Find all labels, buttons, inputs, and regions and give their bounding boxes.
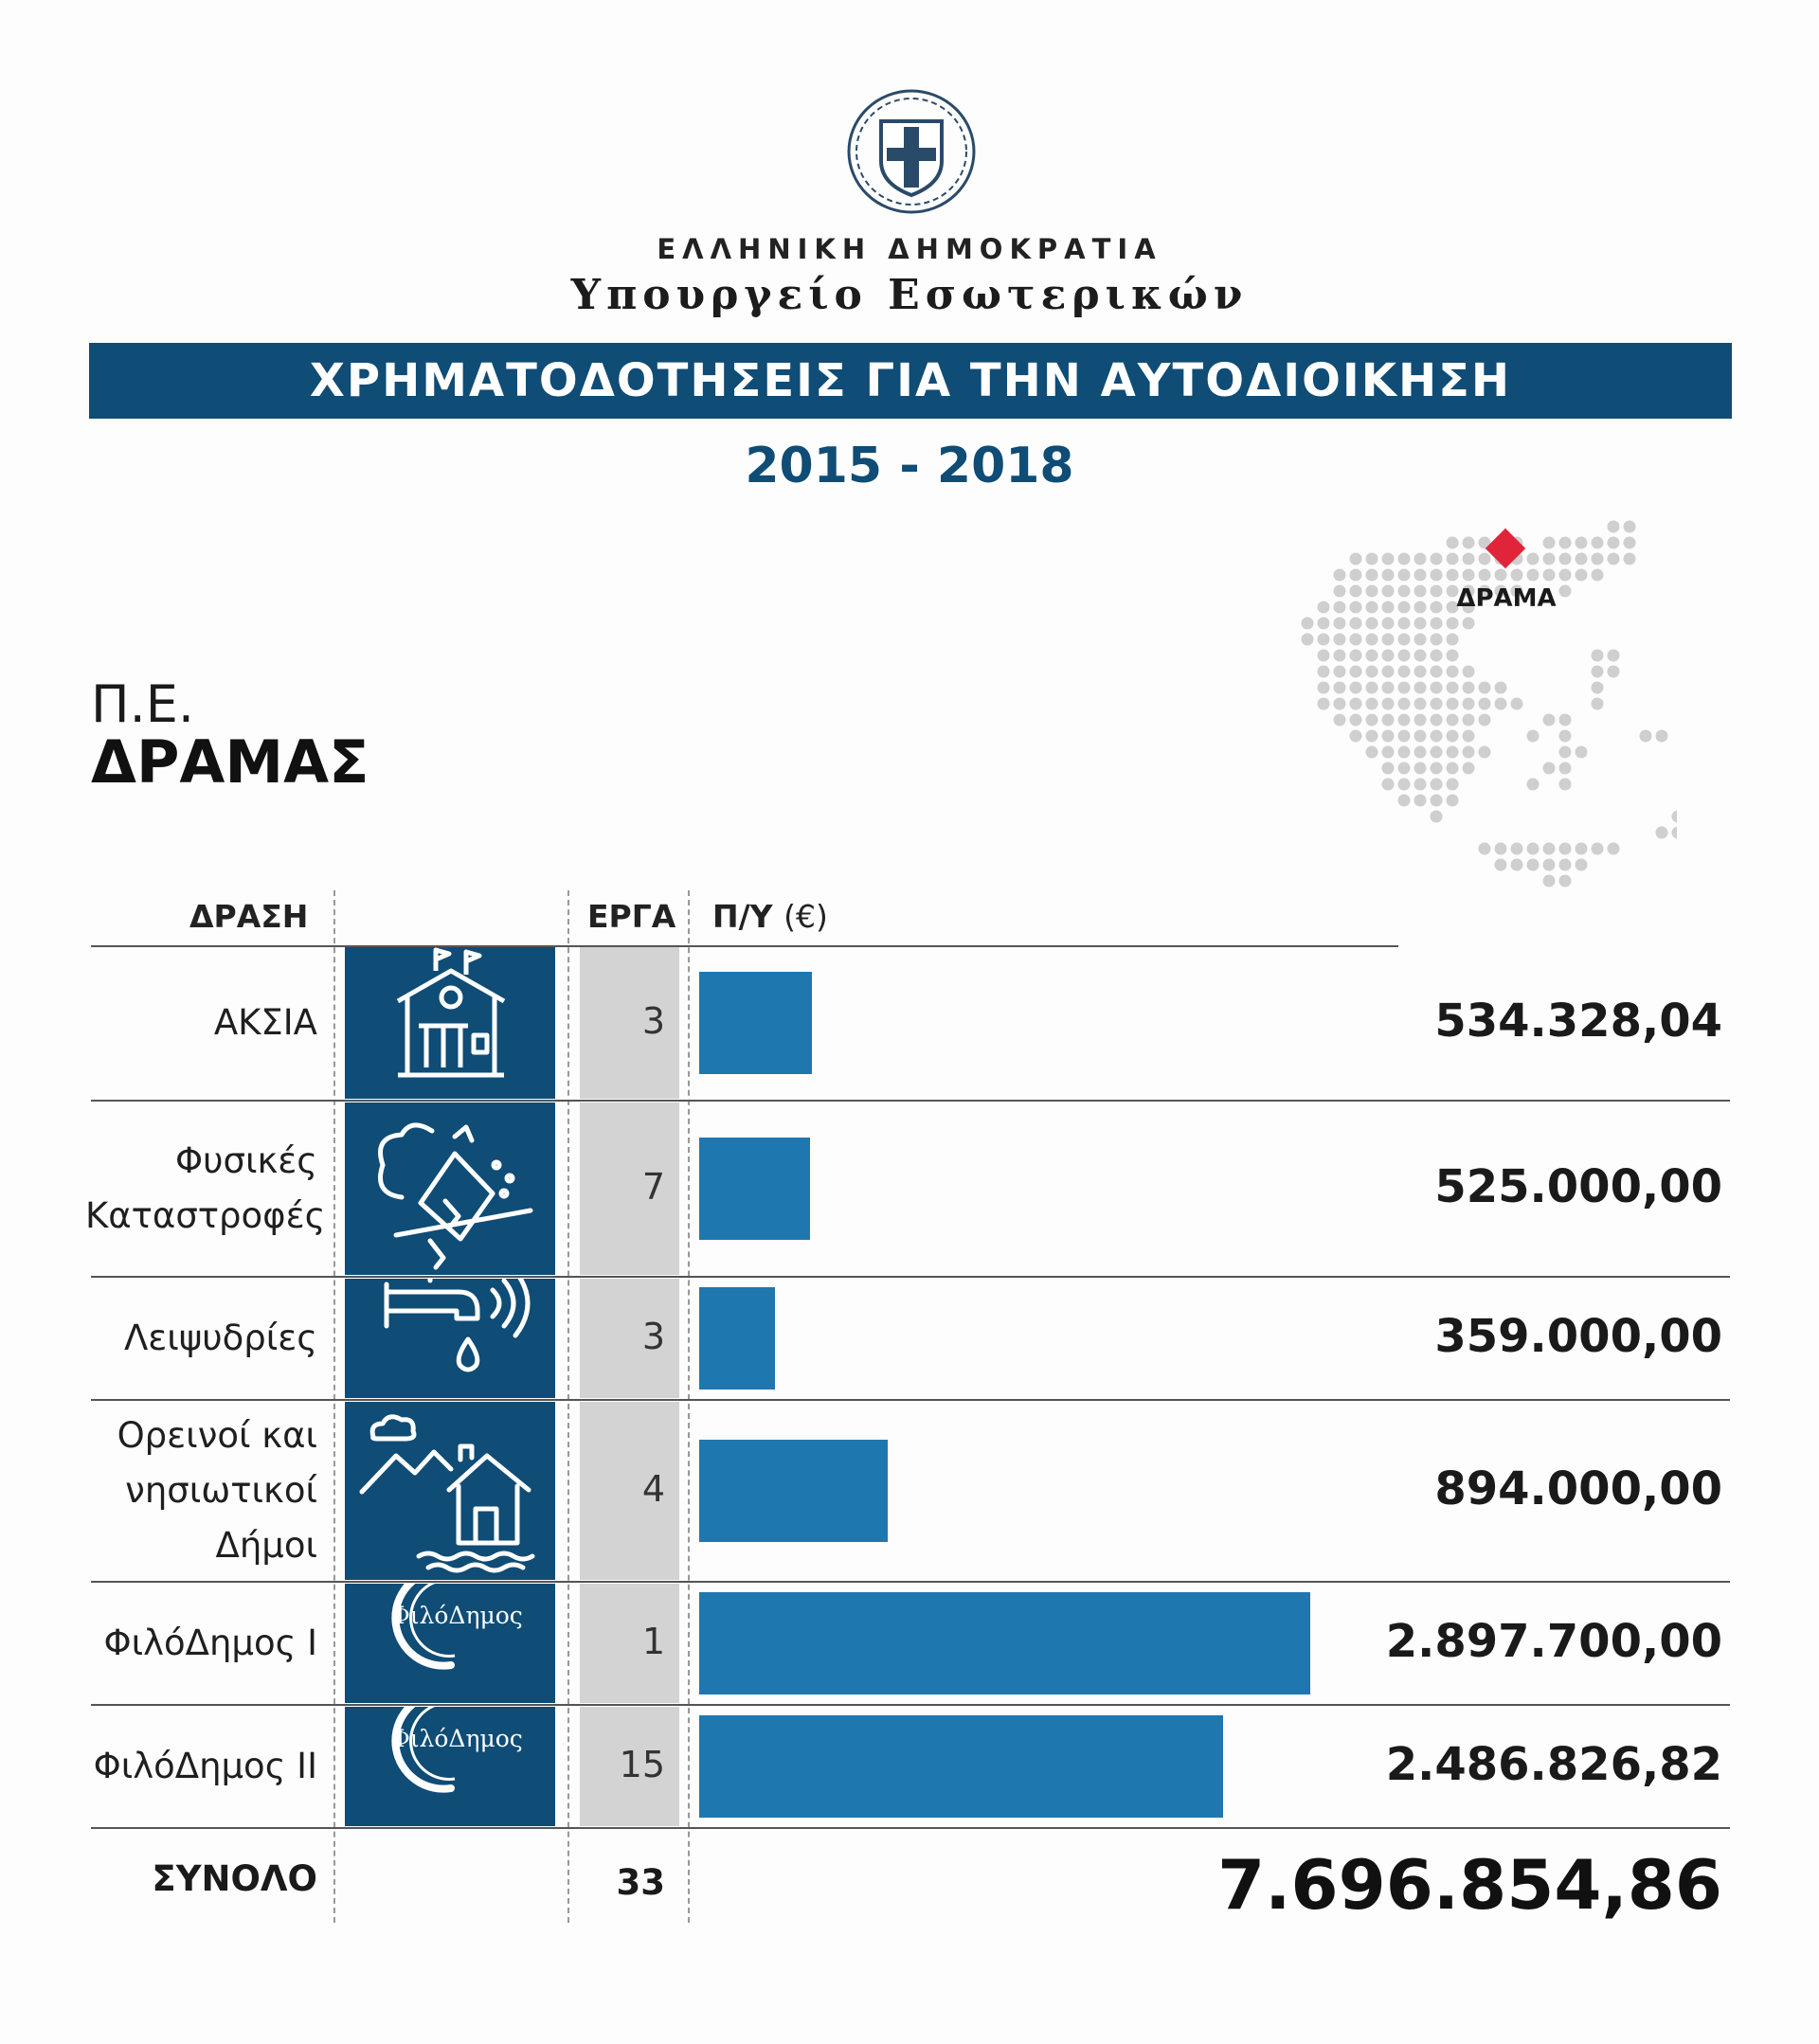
map-dot	[1382, 714, 1395, 726]
map-dot	[1592, 843, 1604, 855]
row-rule	[91, 1276, 1730, 1278]
map-dot	[1479, 553, 1491, 565]
map-dot	[1559, 843, 1572, 855]
map-dot	[1431, 714, 1443, 726]
row-rule	[91, 1399, 1730, 1401]
map-dot	[1382, 553, 1395, 565]
map-dot	[1543, 843, 1556, 855]
map-dot	[1414, 746, 1427, 759]
map-dot	[1495, 698, 1507, 710]
filodimos-logo-icon-cell	[345, 1584, 555, 1703]
map-dot	[1576, 843, 1588, 855]
map-dot	[1463, 618, 1475, 630]
map-dot	[1382, 601, 1395, 614]
map-dot	[1398, 666, 1411, 678]
row-label	[85, 1616, 317, 1671]
map-dot	[1479, 682, 1491, 694]
map-dot	[1366, 585, 1378, 598]
map-dot	[1350, 730, 1362, 743]
map-dot	[1447, 730, 1459, 743]
map-dot	[1624, 537, 1636, 549]
map-dot	[1543, 859, 1556, 871]
map-dot	[1334, 666, 1346, 678]
map-dot	[1576, 537, 1588, 549]
divider-action	[333, 890, 335, 1923]
map-dot	[1447, 537, 1459, 549]
map-dot	[1334, 650, 1346, 662]
map-dot	[1334, 569, 1346, 582]
budget-bar	[699, 1440, 888, 1542]
map-dot	[1334, 682, 1346, 694]
map-dot	[1543, 569, 1556, 582]
map-dot	[1576, 553, 1588, 565]
map-dot	[1398, 650, 1411, 662]
works-value: 15	[619, 1744, 665, 1785]
map-dot	[1318, 650, 1330, 662]
map-dot	[1592, 698, 1604, 710]
map-dot	[1447, 762, 1459, 775]
map-dot	[1350, 553, 1362, 565]
filodimos-logo-text: ΦιλόΔημος	[390, 1725, 523, 1752]
map-dot	[1334, 714, 1346, 726]
map-dot	[1414, 666, 1427, 678]
row-label-line: Δήμοι	[215, 1525, 317, 1566]
region-label: Π.Ε.	[91, 674, 195, 734]
map-dot	[1479, 714, 1491, 726]
map-dot	[1495, 859, 1507, 871]
map-dot	[1592, 650, 1604, 662]
total-works: 33	[616, 1862, 665, 1903]
map-dot	[1608, 553, 1620, 565]
total-value: 7.696.854,86	[1217, 1845, 1722, 1925]
map-dot	[1398, 762, 1411, 775]
map-dot	[1479, 698, 1491, 710]
map-dot	[1527, 859, 1540, 871]
map-dot	[1656, 730, 1668, 743]
row-label-line: Λειψυδρίες	[123, 1318, 317, 1358]
map-dot	[1302, 618, 1314, 630]
map-dot	[1366, 569, 1378, 582]
map-dot	[1302, 634, 1314, 646]
header-budget-label: Π/Υ	[712, 898, 773, 935]
map-dot	[1431, 650, 1443, 662]
map-dot	[1398, 618, 1411, 630]
row-rule	[91, 1827, 1730, 1829]
map-dot	[1414, 553, 1427, 565]
map-dot	[1431, 666, 1443, 678]
map-dot	[1511, 698, 1523, 710]
map-dot	[1463, 698, 1475, 710]
map-dot	[1624, 521, 1636, 533]
map-dot	[1608, 537, 1620, 549]
header-action: ΔΡΑΣΗ	[189, 898, 309, 935]
map-dot	[1463, 746, 1475, 759]
map-dot	[1543, 762, 1556, 775]
budget-bar	[699, 1287, 775, 1390]
greek-emblem-icon	[843, 85, 980, 218]
map-dot	[1414, 795, 1427, 807]
water-tap-icon-cell	[345, 1279, 555, 1398]
total-label: ΣΥΝΟΛΟ	[152, 1858, 317, 1899]
map-dot	[1559, 875, 1572, 888]
map-dot	[1414, 585, 1427, 598]
map-dot	[1318, 634, 1330, 646]
map-dot	[1672, 827, 1678, 839]
map-dot	[1382, 746, 1395, 759]
map-dot	[1431, 730, 1443, 743]
map-dot	[1527, 843, 1540, 855]
map-dot	[1559, 553, 1572, 565]
map-dot	[1366, 746, 1378, 759]
budget-value: 359.000,00	[1434, 1310, 1722, 1363]
map-dot	[1463, 682, 1475, 694]
map-dot	[1527, 553, 1540, 565]
map-dot	[1559, 585, 1572, 598]
works-value: 3	[641, 1316, 665, 1357]
map-dot	[1398, 779, 1411, 791]
map-dot	[1382, 730, 1395, 743]
map-dot	[1318, 601, 1330, 614]
budget-bar	[699, 1138, 810, 1240]
map-dot	[1414, 714, 1427, 726]
map-dot	[1431, 746, 1443, 759]
drama-marker-label: ΔΡΑΜΑ	[1456, 584, 1557, 613]
map-dot	[1479, 569, 1491, 582]
ministry-title: Υπουργείο Εσωτερικών	[570, 271, 1249, 319]
works-value: 1	[641, 1621, 665, 1662]
map-dot	[1527, 730, 1540, 743]
map-dot	[1366, 618, 1378, 630]
school-house-icon	[345, 947, 555, 1099]
map-dot	[1398, 585, 1411, 598]
filodimos-logo-text: ΦιλόΔημος	[390, 1602, 523, 1629]
map-dot	[1366, 698, 1378, 710]
map-dot	[1608, 666, 1620, 678]
map-dot	[1447, 682, 1459, 694]
map-dot	[1398, 601, 1411, 614]
map-dot	[1350, 698, 1362, 710]
row-rule	[91, 1100, 1730, 1102]
map-dot	[1431, 585, 1443, 598]
map-dot	[1608, 650, 1620, 662]
map-dot	[1350, 569, 1362, 582]
natural-disaster-icon-cell	[345, 1103, 555, 1275]
map-dot	[1479, 746, 1491, 759]
map-dot	[1463, 714, 1475, 726]
map-dot	[1463, 762, 1475, 775]
map-dot	[1559, 537, 1572, 549]
map-dot	[1640, 730, 1652, 743]
map-dot	[1398, 682, 1411, 694]
map-dot	[1366, 730, 1378, 743]
map-dot	[1414, 601, 1427, 614]
map-dot	[1447, 650, 1459, 662]
map-dot	[1398, 714, 1411, 726]
map-dot	[1318, 682, 1330, 694]
row-label-line: ΑΚΣΙΑ	[213, 1002, 317, 1043]
map-dot	[1398, 634, 1411, 646]
map-dot	[1382, 634, 1395, 646]
map-dot	[1414, 682, 1427, 694]
row-rule	[91, 1581, 1730, 1583]
map-dot	[1398, 746, 1411, 759]
page-banner: ΧΡΗΜΑΤΟΔΟΤΗΣΕΙΣ ΓΙΑ ΤΗΝ ΑΥΤΟΔΙΟΙΚΗΣΗ	[89, 343, 1732, 419]
map-dot	[1382, 762, 1395, 775]
map-dot	[1447, 634, 1459, 646]
map-dot	[1608, 843, 1620, 855]
map-dot	[1350, 585, 1362, 598]
budget-bar	[699, 1592, 1310, 1694]
map-dot	[1463, 666, 1475, 678]
map-dot	[1463, 569, 1475, 582]
map-dot	[1463, 553, 1475, 565]
budget-value: 525.000,00	[1434, 1160, 1722, 1213]
map-dot	[1398, 795, 1411, 807]
map-dot	[1398, 730, 1411, 743]
map-dot	[1414, 698, 1427, 710]
map-dot	[1431, 569, 1443, 582]
map-dot	[1463, 537, 1475, 549]
school-house-icon-cell	[345, 947, 555, 1099]
water-tap-icon	[345, 1279, 555, 1398]
map-dot	[1382, 618, 1395, 630]
divider-icons	[567, 890, 569, 1923]
filodimos-logo-icon	[345, 1584, 555, 1703]
map-dot	[1366, 714, 1378, 726]
map-dot	[1318, 666, 1330, 678]
map-dot	[1366, 666, 1378, 678]
map-dot	[1447, 795, 1459, 807]
map-dot	[1447, 746, 1459, 759]
map-dot	[1559, 779, 1572, 791]
map-dot	[1366, 682, 1378, 694]
map-dot	[1608, 521, 1620, 533]
republic-title: ΕΛΛΗΝΙΚΗ ΔΗΜΟΚΡΑΤΙΑ	[657, 233, 1162, 265]
map-dot	[1431, 634, 1443, 646]
header-budget	[712, 898, 828, 935]
map-dot	[1447, 779, 1459, 791]
map-dot	[1334, 698, 1346, 710]
map-dot	[1543, 875, 1556, 888]
map-dot	[1382, 698, 1395, 710]
budget-bar	[699, 1715, 1223, 1818]
header-budget-unit: (€)	[783, 898, 828, 935]
map-dot	[1366, 634, 1378, 646]
row-label-line: Ορεινοί και	[117, 1415, 317, 1456]
row-label-line: ΦιλόΔημος Ι	[103, 1623, 317, 1663]
map-dot	[1350, 666, 1362, 678]
works-value: 4	[641, 1468, 665, 1510]
map-dot	[1398, 698, 1411, 710]
map-dot	[1414, 650, 1427, 662]
map-dot	[1350, 714, 1362, 726]
row-label-line: νησιωτικοί	[125, 1470, 317, 1511]
map-dot	[1431, 795, 1443, 807]
map-dot	[1382, 682, 1395, 694]
map-dot	[1414, 762, 1427, 775]
budget-value: 2.897.700,00	[1385, 1615, 1722, 1668]
map-dot	[1318, 698, 1330, 710]
map-dot	[1495, 843, 1507, 855]
map-dot	[1495, 569, 1507, 582]
map-dots	[1302, 521, 1678, 888]
map-dot	[1479, 843, 1491, 855]
mountain-island-icon	[345, 1402, 555, 1580]
filodimos-logo-icon-cell	[345, 1707, 555, 1826]
map-dot	[1559, 762, 1572, 775]
map-dot	[1511, 843, 1523, 855]
map-dot	[1431, 682, 1443, 694]
map-dot	[1672, 811, 1678, 823]
map-dot	[1431, 811, 1443, 823]
map-dot	[1559, 859, 1572, 871]
map-dot	[1624, 553, 1636, 565]
works-value: 3	[641, 1000, 665, 1042]
map-dot	[1431, 779, 1443, 791]
map-dot	[1334, 585, 1346, 598]
map-dot	[1334, 601, 1346, 614]
row-label-line: ΦιλόΔημος ΙΙ	[93, 1746, 317, 1786]
map-dot	[1398, 553, 1411, 565]
map-dot	[1350, 618, 1362, 630]
map-dot	[1511, 859, 1523, 871]
map-dot	[1350, 634, 1362, 646]
map-dot	[1447, 698, 1459, 710]
map-dot	[1592, 537, 1604, 549]
map-dot	[1559, 714, 1572, 726]
divider-works	[688, 890, 690, 1923]
map-dot	[1576, 569, 1588, 582]
row-label	[85, 1408, 317, 1573]
row-label	[85, 1134, 326, 1244]
map-dot	[1447, 666, 1459, 678]
row-label	[85, 995, 317, 1050]
map-dot	[1559, 746, 1572, 759]
budget-value: 894.000,00	[1434, 1462, 1722, 1515]
map-dot	[1559, 569, 1572, 582]
works-value: 7	[641, 1166, 665, 1208]
greece-dot-map	[1279, 511, 1677, 985]
map-dot	[1592, 569, 1604, 582]
map-dot	[1511, 569, 1523, 582]
map-dot	[1576, 859, 1588, 871]
map-dot	[1350, 601, 1362, 614]
map-dot	[1431, 601, 1443, 614]
map-dot	[1656, 827, 1668, 839]
filodimos-logo-icon	[345, 1707, 555, 1826]
map-dot	[1447, 714, 1459, 726]
map-dot	[1543, 553, 1556, 565]
map-dot	[1543, 714, 1556, 726]
map-dot	[1495, 682, 1507, 694]
header-works: ΕΡΓΑ	[587, 898, 676, 935]
row-label-line: Καταστροφές	[85, 1195, 326, 1236]
map-dot	[1559, 730, 1572, 743]
map-dot	[1334, 618, 1346, 630]
map-dot	[1366, 553, 1378, 565]
row-label	[85, 1311, 317, 1366]
map-dot	[1431, 618, 1443, 630]
mountain-island-icon-cell	[345, 1402, 555, 1580]
map-dot	[1447, 569, 1459, 582]
region-name: ΔΡΑΜΑΣ	[91, 727, 369, 797]
map-dot	[1366, 601, 1378, 614]
map-dot	[1447, 553, 1459, 565]
map-dot	[1431, 698, 1443, 710]
natural-disaster-icon	[345, 1103, 555, 1275]
row-label-line: Φυσικές	[174, 1140, 317, 1181]
map-dot	[1414, 569, 1427, 582]
map-dot	[1414, 618, 1427, 630]
map-dot	[1398, 569, 1411, 582]
map-dot	[1592, 553, 1604, 565]
map-dot	[1366, 650, 1378, 662]
map-dot	[1576, 746, 1588, 759]
map-dot	[1414, 779, 1427, 791]
map-dot	[1350, 650, 1362, 662]
map-dot	[1334, 634, 1346, 646]
map-dot	[1527, 779, 1540, 791]
map-dot	[1382, 666, 1395, 678]
map-dot	[1592, 666, 1604, 678]
map-dot	[1592, 682, 1604, 694]
budget-value: 2.486.826,82	[1385, 1738, 1722, 1791]
map-dot	[1350, 682, 1362, 694]
map-dot	[1414, 730, 1427, 743]
header-rule	[91, 945, 1398, 947]
years-subtitle: 2015 - 2018	[745, 438, 1074, 494]
map-dot	[1431, 553, 1443, 565]
map-dot	[1318, 618, 1330, 630]
row-label	[85, 1739, 317, 1794]
budget-value: 534.328,04	[1434, 995, 1722, 1048]
map-dot	[1382, 585, 1395, 598]
map-dot	[1463, 730, 1475, 743]
map-dot	[1382, 779, 1395, 791]
map-dot	[1414, 634, 1427, 646]
budget-bar	[699, 972, 812, 1074]
map-dot	[1447, 618, 1459, 630]
map-dot	[1527, 569, 1540, 582]
map-dot	[1431, 762, 1443, 775]
map-dot	[1382, 569, 1395, 582]
map-dot	[1543, 537, 1556, 549]
map-dot	[1382, 650, 1395, 662]
row-rule	[91, 1704, 1730, 1706]
